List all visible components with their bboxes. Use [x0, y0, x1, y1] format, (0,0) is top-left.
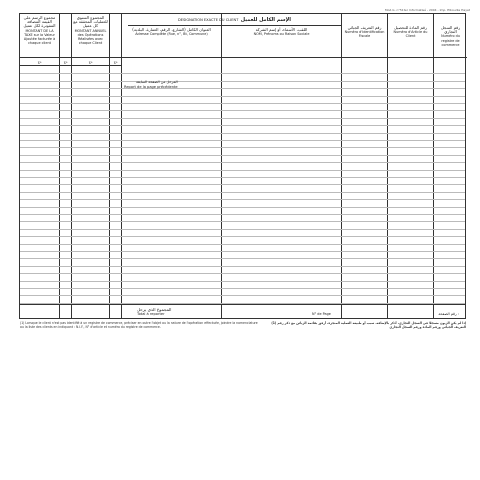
header-fr: Numéro d'Identification Fiscale [344, 30, 385, 39]
total-to-carry [137, 307, 171, 317]
ruled-line [20, 295, 465, 296]
ruled-line [20, 118, 465, 119]
ruled-line [20, 125, 465, 126]
header-ar: رقم التعريف الجبائي [347, 25, 382, 30]
column-header-name [222, 26, 341, 58]
ruled-line [20, 244, 465, 245]
ruled-line [20, 155, 465, 156]
report-ar: المرحل من الصفحة السابقة [136, 80, 178, 84]
currency-unit: دج [72, 58, 109, 66]
ruled-line [20, 73, 465, 74]
ruled-line [20, 281, 465, 282]
ruled-line [20, 96, 465, 97]
ruled-line [20, 207, 465, 208]
ruled-line [20, 140, 465, 141]
column-header-sep-2 [110, 14, 121, 58]
header-fr: MONTANT DE LA TAXE sur la Valeur Ajoutée facturée à chaque client [23, 28, 56, 46]
column-header-tax [20, 14, 59, 58]
form-reference: Mod.G. n°51ter Informatisé - 2004 - Imp. Elboudia Hayet [384, 8, 470, 12]
ruled-line [20, 177, 465, 178]
ruled-line [20, 184, 465, 185]
currency-unit-2: دج [110, 58, 121, 66]
ruled-line [20, 170, 465, 171]
header-fr: Numéro du registre de commerce [441, 34, 460, 47]
column-header-annual [72, 14, 109, 58]
header-ar: مجموع الرسم على القيمة المضافة المفوترة لكل عميل [23, 15, 56, 29]
footnote-fr: (1) Lorsque le client n'est pas identifié à un registre de commerce, préciser en outre l'objet ou la nature de l'opération effectuée, joindre la nomenclature ou la liste des clients en indiquant : N.I.F., N° d'article et numéro du registre de commerce. [20, 321, 258, 329]
ruled-line [20, 214, 465, 215]
header-fr: MONTANT ANNUEL des Opérations Réalisées avec chaque Client [74, 28, 107, 46]
ruled-line [20, 81, 465, 82]
total-ar: المجموع الذي يرحل [137, 307, 172, 312]
currency-unit: دج [60, 58, 71, 66]
entry-rows [20, 66, 465, 304]
ruled-line [20, 192, 465, 193]
ruled-line [20, 103, 465, 104]
header-fr: Adresse Complète (Rue, n°, Bt, Commune) [135, 32, 208, 37]
report-previous-page [124, 80, 178, 89]
total-fr: Total à reporter [137, 312, 165, 316]
ruled-line [20, 147, 465, 148]
ruled-line [20, 110, 465, 111]
column-header-rc [434, 14, 467, 58]
totals-row [20, 304, 465, 318]
footnote [20, 321, 466, 329]
designation-ar: الإسم الكامل للعميل [240, 17, 292, 23]
header-ar: العنوان الكامل (الشارع، الرقم، العمارة، البلدية) [132, 27, 211, 32]
ruled-line [20, 162, 465, 163]
ruled-line [20, 236, 465, 237]
column-header-address [122, 26, 221, 58]
column-header-article [388, 14, 433, 58]
column-header-sep [60, 14, 71, 58]
header-ar: اللقب، الأسماء، أو إسم الشركة [255, 27, 308, 32]
report-fr: Report de la page précédente [124, 84, 178, 89]
header-fr: NOM, Prénoms ou Raison Sociale [253, 32, 310, 37]
ruled-line [20, 273, 465, 274]
header-ar: المجموع السنوي للعمليات المحققة مع كل عميل [73, 15, 108, 29]
currency-unit: دج [20, 58, 59, 66]
page-number-label: N° de Page [312, 312, 331, 316]
ruled-line [20, 251, 465, 252]
ruled-line [20, 221, 465, 222]
designation-client-header [128, 14, 341, 26]
header-ar: رقم السجل التجاري [440, 25, 461, 35]
ruled-line [20, 229, 465, 230]
header-ar: رقم المادة للتحصيل [394, 25, 427, 30]
ruled-line [20, 88, 465, 89]
ruled-line [20, 133, 465, 134]
header-fr: Numéro d'Article du Client [393, 30, 428, 39]
ruled-line [20, 288, 465, 289]
ruled-line [20, 258, 465, 259]
ruled-line [20, 199, 465, 200]
ruled-line [20, 266, 465, 267]
client-statement-form [19, 13, 466, 319]
column-header-nif [342, 14, 387, 58]
page-number-label-ar: رقم الصفحة : [438, 312, 459, 316]
designation-fr: DESIGNATION EXACTE DU CLIENT [177, 18, 239, 22]
footnote-ar: (1) إذا لم يكن الزبون مسجلا في السجل التجاري، أذكر بالإضافة، سبب أو طبيعة العملية المنجزة، أرفق بقائمة الزبائن مع ذكر رقم التعريف الجبائي ورقم المادة ورقم السجل التجاري [271, 321, 466, 329]
